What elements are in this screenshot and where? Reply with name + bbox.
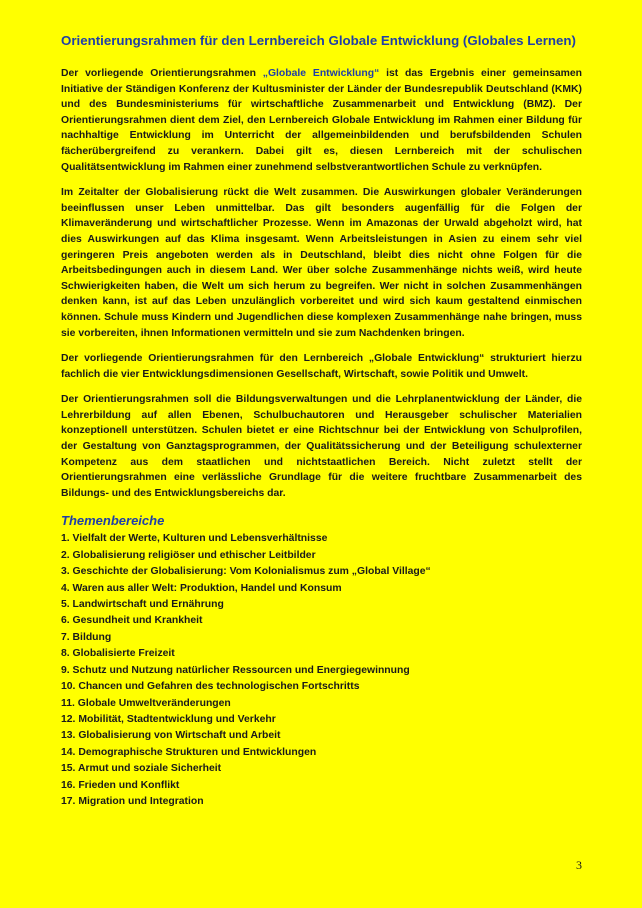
theme-item: 9. Schutz und Nutzung natürlicher Ressourcen und Energiegewinnung [61,664,410,676]
themes-heading: Themenbereiche [61,513,165,529]
theme-item: 6. Gesundheit und Krankheit [61,615,203,627]
theme-item: 3. Geschichte der Globalisierung: Vom Kolonialismus zum „Global Village“ [61,566,431,578]
theme-item: 14. Demographische Strukturen und Entwicklungen [61,746,317,758]
theme-item: 8. Globalisierte Freizeit [61,648,175,660]
theme-item: 12. Mobilität, Stadtentwicklung und Verkehr [61,713,276,725]
paragraph-globalisation: Im Zeitalter der Globalisierung rückt die Welt zusammen. Die Auswirkungen globaler Veränderungen beeinflussen unser Leben unmittelbar. Das gilt besonders augenfällig für die Folgen der Klimaveränderung und wirtschaftlicher Prozesse. Wenn im Amazonas der Urwald abgeholzt wird, hat dies Auswirkungen auf das Klima insgesamt. Wenn Arbeitsleistungen in Asien zu einem sehr viel geringeren Preis angeboten werden als in Deutschland, bleibt dies nicht ohne Folgen für die Arbeitsbedingungen auch in diesem Land. Wer über solche Zusammenhänge nichts weiß, wird heute Schwierigkeiten haben, die Welt um sich herum zu begreifen. Wer nicht in solchen Zusammenhängen denken kann, ist auf das Leben unzulänglich vorbereitet und wird sich kaum gestaltend einmischen können. Schule muss Kindern und Jugendlichen diese komplexen Zusammenhänge nahe bringen, muss sie vorbereiten, ihnen Informationen vermitteln und sie zum Nachdenken bringen. [61,187,582,339]
theme-item: 16. Frieden und Konflikt [61,779,180,791]
theme-item: 15. Armut und soziale Sicherheit [61,763,222,775]
paragraph-dimensions: Der vorliegende Orientierungsrahmen für den Lernbereich „Globale Entwicklung“ strukturiert hierzu fachlich die vier Entwicklungsdimensionen Gesellschaft, Wirtschaft, sowie Politik und Umwelt. [61,353,582,380]
highlighted-term: „Globale Entwicklung“ [262,68,380,79]
theme-item: 10. Chancen und Gefahren des technologischen Fortschritts [61,681,360,693]
paragraph-intro [61,66,582,175]
document-page [61,32,582,810]
theme-item: 5. Landwirtschaft und Ernährung [61,599,224,611]
theme-item: 1. Vielfalt der Werte, Kulturen und Lebensverhältnisse [61,533,328,545]
theme-item: 11. Globale Umweltveränderungen [61,697,231,709]
theme-item: 2. Globalisierung religiöser und ethischer Leitbilder [61,549,316,561]
document-title: Orientierungsrahmen für den Lernbereich Globale Entwicklung (Globales Lernen) [61,33,576,48]
paragraph-purpose: Der Orientierungsrahmen soll die Bildungsverwaltungen und die Lehrplanentwicklung der Länder, die Lehrerbildung auf allen Ebenen, Schulbuchautoren und Herausgeber schulischer Materialien konzeptionell unterstützen. Schulen bietet er eine Richtschnur bei der Entwicklung von Schulprofilen, der Gestaltung von Ganztagsprogrammen, der Qualitätssicherung und der Beteiligung schulexterner Kompetenz aus dem staatlichen und nichtstaatlichen Bereich. Nicht zuletzt stellt der Orientierungsrahmen eine verlässliche Grundlage für die weitere fruchtbare Zusammenarbeit des Bildungs- und des Entwicklungsbereichs dar. [61,394,582,499]
theme-item: 17. Migration und Integration [61,795,204,807]
paragraph-intro-start: Der vorliegende Orientierungsrahmen [61,68,263,79]
page-number: 3 [576,858,582,872]
theme-list [61,531,582,810]
paragraph-intro-end: ist das Ergebnis einer gemeinsamen Initiative der Ständigen Konferenz der Kultusminister der Länder der Bundesrepublik Deutschland (KMK) und des Bundesministeriums für wirtschaftliche Zusammenarbeit und Entwicklung (BMZ). Der Orientierungsrahmen dient dem Ziel, den Lernbereich Globale Entwicklung im Rahmen einer Bildung für nachhaltige Entwicklung im Unterricht der allgemeinbildenden und berufsbildenden Schulen fächerübergreifend zu verankern. Dabei gilt es, diesen Lernbereich mit der schulischen Qualitätsentwicklung im Rahmen einer zunehmend selbstverantwortlichen Schule zu verknüpfen. [61,68,582,173]
theme-item: 13. Globalisierung von Wirtschaft und Arbeit [61,730,281,742]
theme-item: 4. Waren aus aller Welt: Produktion, Handel und Konsum [61,582,342,594]
theme-item: 7. Bildung [61,631,112,643]
